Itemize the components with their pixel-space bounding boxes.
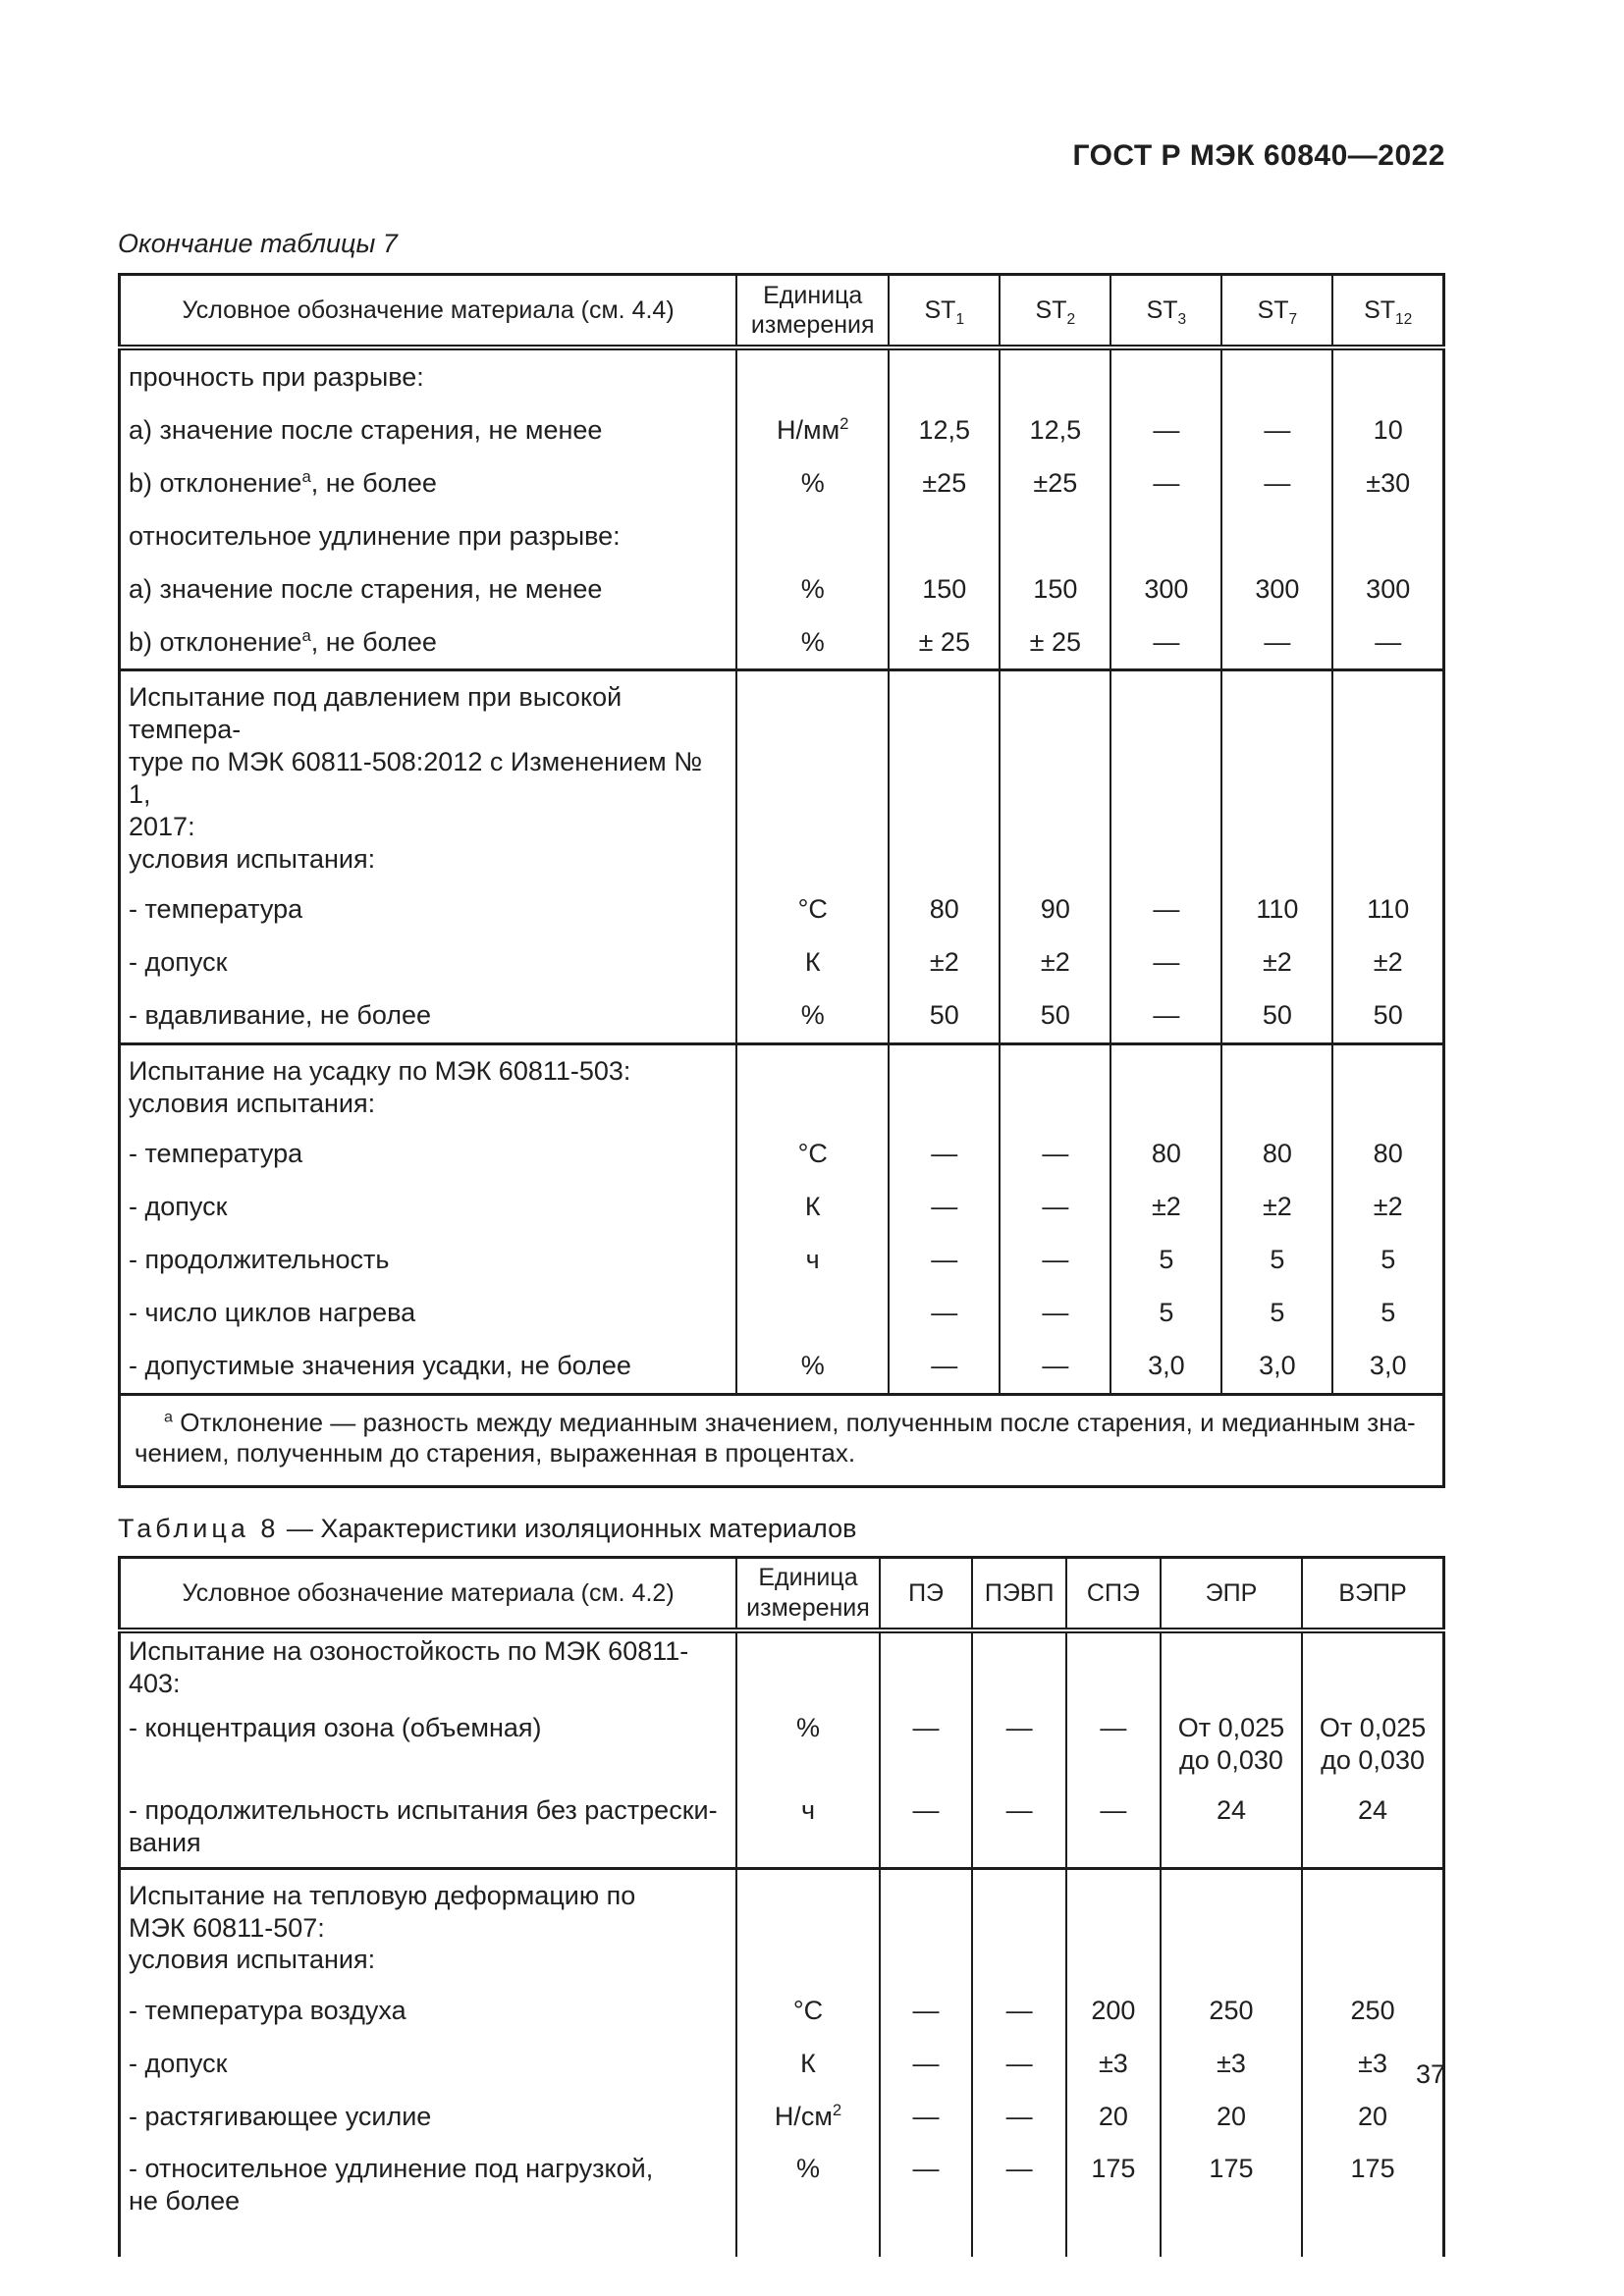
cell-value: — (1110, 936, 1221, 989)
cell-value: — (972, 2090, 1066, 2143)
cell-label: Испытание на усадку по МЭК 60811-503: условия испытания: (120, 1043, 737, 1127)
cell-value: — (1332, 615, 1443, 670)
cell-value (972, 1868, 1066, 1984)
cell-unit (736, 347, 889, 403)
cell-value: — (1000, 1234, 1110, 1287)
cell-unit: % (736, 1702, 880, 1785)
cell-value: — (1000, 1340, 1110, 1395)
cell-unit: % (736, 2143, 880, 2257)
cell-value: ±2 (1221, 1181, 1332, 1234)
cell-unit (736, 1630, 880, 1702)
cell-value: 150 (1000, 562, 1110, 615)
cell-unit (736, 509, 889, 562)
cell-value: — (1066, 1785, 1161, 1868)
table-row (120, 1340, 1444, 1395)
cell-value (1110, 670, 1221, 883)
cell-value: 300 (1221, 562, 1332, 615)
cell-value: — (972, 1702, 1066, 1785)
cell-value: — (880, 2143, 972, 2257)
cell-unit (736, 670, 889, 883)
cell-value: — (1066, 1702, 1161, 1785)
cell-label: - концентрация озона (объемная) (120, 1702, 737, 1785)
cell-unit: ч (736, 1234, 889, 1287)
table-row (120, 1702, 1444, 1785)
cell-value: — (1110, 403, 1221, 456)
cell-value (1302, 1630, 1443, 1702)
cell-value: 50 (1332, 989, 1443, 1044)
cell-value (889, 1043, 1000, 1127)
cell-value (889, 509, 1000, 562)
cell-value: ±2 (1332, 936, 1443, 989)
cell-value: ±2 (1332, 1181, 1443, 1234)
cell-label: Испытание на озоностойкость по МЭК 60811-403: (120, 1630, 737, 1702)
cell-value: — (1110, 989, 1221, 1044)
col-header-material-type: $ST_3$ (1110, 275, 1221, 348)
cell-label: Испытание под давлением при высокой темпера- туре по МЭК 60811-508:2012 с Изменением № 1, 2017: условия испытания: (120, 670, 737, 883)
table8-head (120, 1557, 1444, 1630)
header-row (120, 275, 1444, 348)
cell-value: ±2 (1110, 1181, 1221, 1234)
cell-value (1332, 670, 1443, 883)
cell-value: 300 (1110, 562, 1221, 615)
cell-unit: $Н/см^2$ (736, 2090, 880, 2143)
cell-value (1066, 1630, 1161, 1702)
cell-value (880, 1630, 972, 1702)
cell-value: — (880, 1984, 972, 2037)
cell-value: 50 (889, 989, 1000, 1044)
col-header-material: Условное обозначение материала (см. 4.2) (120, 1557, 737, 1630)
table-row (120, 1785, 1444, 1868)
table-row (120, 1181, 1444, 1234)
cell-value: — (880, 1702, 972, 1785)
col-header-material-type: $ST_{12}$ (1332, 275, 1443, 348)
cell-value: 20 (1302, 2090, 1443, 2143)
cell-value (1110, 509, 1221, 562)
col-header-material-type: $ST_7$ (1221, 275, 1332, 348)
cell-value: — (880, 2037, 972, 2090)
cell-value: — (1221, 456, 1332, 509)
cell-value (1000, 509, 1110, 562)
cell-value: 5 (1221, 1287, 1332, 1340)
cell-label: прочность при разрыве: (120, 347, 737, 403)
cell-value: 175 (1066, 2143, 1161, 2257)
cell-value: — (1110, 456, 1221, 509)
cell-value: 5 (1221, 1234, 1332, 1287)
cell-value (1332, 347, 1443, 403)
cell-label: - растягивающее усилие (120, 2090, 737, 2143)
cell-unit: $Н/мм^2$ (736, 403, 889, 456)
cell-value: 5 (1332, 1287, 1443, 1340)
cell-value: 250 (1302, 1984, 1443, 2037)
cell-unit: % (736, 989, 889, 1044)
cell-value: ±2 (889, 936, 1000, 989)
cell-value: 80 (1332, 1128, 1443, 1181)
table8-body (120, 1630, 1444, 2257)
cell-unit: % (736, 562, 889, 615)
cell-label: a) значение после старения, не менее (120, 403, 737, 456)
table8-caption-title: — Характеристики изоляционных материалов (279, 1513, 857, 1543)
cell-value: — (1000, 1128, 1110, 1181)
cell-label: b) отклонение$^а$, не более (120, 615, 737, 670)
cell-value (1000, 1043, 1110, 1127)
table-row (120, 562, 1444, 615)
col-header-material-type: СПЭ (1066, 1557, 1161, 1630)
document-title: ГОСТ Р МЭК 60840—2022 (1072, 139, 1445, 172)
cell-unit (736, 1287, 889, 1340)
cell-value: 10 (1332, 403, 1443, 456)
cell-unit: К (736, 936, 889, 989)
col-header-material: Условное обозначение материала (см. 4.4) (120, 275, 737, 348)
table7-continuation-label: Окончание таблицы 7 (118, 229, 398, 258)
table7-head (120, 275, 1444, 348)
cell-value: 24 (1302, 1785, 1443, 1868)
cell-value: 12,5 (1000, 403, 1110, 456)
cell-value: ±2 (1221, 936, 1332, 989)
header-row (120, 1557, 1444, 1630)
cell-value: 24 (1161, 1785, 1302, 1868)
cell-label: - температура (120, 1128, 737, 1181)
cell-value: 20 (1066, 2090, 1161, 2143)
cell-value (1000, 347, 1110, 403)
table-row (120, 2143, 1444, 2257)
cell-value: 90 (1000, 883, 1110, 936)
cell-value: 80 (889, 883, 1000, 936)
cell-value: 3,0 (1221, 1340, 1332, 1395)
cell-label: - продолжительность испытания без растрески- вания (120, 1785, 737, 1868)
cell-value: — (1221, 615, 1332, 670)
cell-value: 110 (1332, 883, 1443, 936)
cell-value (1302, 1868, 1443, 1984)
cell-value: 110 (1221, 883, 1332, 936)
cell-value: ±2 (1000, 936, 1110, 989)
cell-label: b) отклонение$^а$, не более (120, 456, 737, 509)
table-7 (118, 273, 1445, 1488)
cell-value: 250 (1161, 1984, 1302, 2037)
cell-value: — (889, 1234, 1000, 1287)
cell-value (1161, 1868, 1302, 1984)
cell-value: — (972, 2037, 1066, 2090)
cell-value (1000, 670, 1110, 883)
cell-value: — (889, 1287, 1000, 1340)
cell-value (1066, 1868, 1161, 1984)
cell-value: ±3 (1161, 2037, 1302, 2090)
cell-unit: °С (736, 883, 889, 936)
cell-label: - температура воздуха (120, 1984, 737, 2037)
table-row (120, 883, 1444, 936)
cell-value: 20 (1161, 2090, 1302, 2143)
table-row (120, 1868, 1444, 1984)
cell-label: - продолжительность (120, 1234, 737, 1287)
cell-value: 80 (1221, 1128, 1332, 1181)
cell-value: ± 25 (1000, 615, 1110, 670)
table-footnote: $^а$ Отклонение — разность между медианным значением, полученным после старения, и медианным зна- чением, полученным до старения, выраженная в процентах. (120, 1394, 1444, 1486)
cell-value (972, 1630, 1066, 1702)
cell-value: — (1221, 403, 1332, 456)
cell-value: — (1000, 1181, 1110, 1234)
cell-value (1221, 1043, 1332, 1127)
cell-label: - допуск (120, 2037, 737, 2090)
cell-value (1332, 1043, 1443, 1127)
cell-value: 150 (889, 562, 1000, 615)
cell-value: ±25 (889, 456, 1000, 509)
cell-value: — (972, 1785, 1066, 1868)
cell-label: Испытание на тепловую деформацию по МЭК 60811-507: условия испытания: (120, 1868, 737, 1984)
cell-value: — (972, 2143, 1066, 2257)
cell-label: - допуск (120, 1181, 737, 1234)
cell-value: 50 (1221, 989, 1332, 1044)
cell-value: От 0,025 до 0,030 (1161, 1702, 1302, 1785)
cell-value: — (889, 1340, 1000, 1395)
table-row (120, 1234, 1444, 1287)
cell-value (880, 1868, 972, 1984)
cell-value (1221, 509, 1332, 562)
cell-value: 12,5 (889, 403, 1000, 456)
cell-label: - допустимые значения усадки, не более (120, 1340, 737, 1395)
cell-value: От 0,025 до 0,030 (1302, 1702, 1443, 1785)
table-row (120, 1043, 1444, 1127)
col-header-material-type: $ST_2$ (1000, 275, 1110, 348)
col-header-unit: Единица измерения (736, 1557, 880, 1630)
table-row (120, 936, 1444, 989)
table-row (120, 1630, 1444, 1702)
page-number: 37 (1415, 2059, 1445, 2089)
cell-value (1221, 670, 1332, 883)
cell-value (1110, 347, 1221, 403)
page-content (118, 139, 1445, 2257)
cell-unit: °С (736, 1984, 880, 2037)
cell-value (889, 347, 1000, 403)
cell-value (1221, 347, 1332, 403)
cell-value: ±3 (1066, 2037, 1161, 2090)
cell-value: 175 (1302, 2143, 1443, 2257)
cell-value: 5 (1332, 1234, 1443, 1287)
cell-label: a) значение после старения, не менее (120, 562, 737, 615)
cell-value: 5 (1110, 1287, 1221, 1340)
table8-caption (118, 1514, 1445, 1544)
col-header-unit: Единица измерения (736, 275, 889, 348)
cell-value: ±3 (1302, 2037, 1443, 2090)
cell-unit (736, 1868, 880, 1984)
cell-label: - число циклов нагрева (120, 1287, 737, 1340)
cell-label: - относительное удлинение под нагрузкой, не более (120, 2143, 737, 2257)
cell-unit: % (736, 456, 889, 509)
col-header-material-type: ВЭПР (1302, 1557, 1443, 1630)
cell-value: — (1110, 883, 1221, 936)
cell-unit: % (736, 1340, 889, 1395)
col-header-material-type: ПЭ (880, 1557, 972, 1630)
cell-label: относительное удлинение при разрыве: (120, 509, 737, 562)
table7-body (120, 347, 1444, 1486)
cell-unit: К (736, 2037, 880, 2090)
cell-unit: К (736, 1181, 889, 1234)
cell-value: — (972, 1984, 1066, 2037)
cell-label: - вдавливание, не более (120, 989, 737, 1044)
col-header-material-type: $ST_1$ (889, 275, 1000, 348)
table-row (120, 1984, 1444, 2037)
cell-unit: % (736, 615, 889, 670)
cell-value: 200 (1066, 1984, 1161, 2037)
cell-unit (736, 1043, 889, 1127)
col-header-material-type: ПЭВП (972, 1557, 1066, 1630)
cell-value: — (1110, 615, 1221, 670)
table-row (120, 2090, 1444, 2143)
cell-value: — (889, 1128, 1000, 1181)
cell-value: — (889, 1181, 1000, 1234)
cell-value: ± 25 (889, 615, 1000, 670)
cell-value: 3,0 (1110, 1340, 1221, 1395)
table-row (120, 509, 1444, 562)
cell-value: 50 (1000, 989, 1110, 1044)
cell-label: - температура (120, 883, 737, 936)
cell-value: — (1000, 1287, 1110, 1340)
cell-value: — (880, 2090, 972, 2143)
cell-unit: ч (736, 1785, 880, 1868)
cell-value: 5 (1110, 1234, 1221, 1287)
cell-unit: °С (736, 1128, 889, 1181)
table-footnote-row (120, 1394, 1444, 1486)
table-row (120, 1128, 1444, 1181)
table-8 (118, 1556, 1445, 2257)
table-row (120, 347, 1444, 403)
cell-label: - допуск (120, 936, 737, 989)
table-row (120, 403, 1444, 456)
table8-caption-number: Таблица 8 (118, 1513, 280, 1543)
cell-value: — (880, 1785, 972, 1868)
table-row (120, 1287, 1444, 1340)
table-row (120, 989, 1444, 1044)
cell-value: ±30 (1332, 456, 1443, 509)
table-row (120, 456, 1444, 509)
cell-value: ±25 (1000, 456, 1110, 509)
table-row (120, 670, 1444, 883)
cell-value (1110, 1043, 1221, 1127)
cell-value: 300 (1332, 562, 1443, 615)
cell-value: 3,0 (1332, 1340, 1443, 1395)
cell-value (1161, 1630, 1302, 1702)
cell-value: 175 (1161, 2143, 1302, 2257)
cell-value (1332, 509, 1443, 562)
table-row (120, 615, 1444, 670)
cell-value: 80 (1110, 1128, 1221, 1181)
cell-value (889, 670, 1000, 883)
col-header-material-type: ЭПР (1161, 1557, 1302, 1630)
